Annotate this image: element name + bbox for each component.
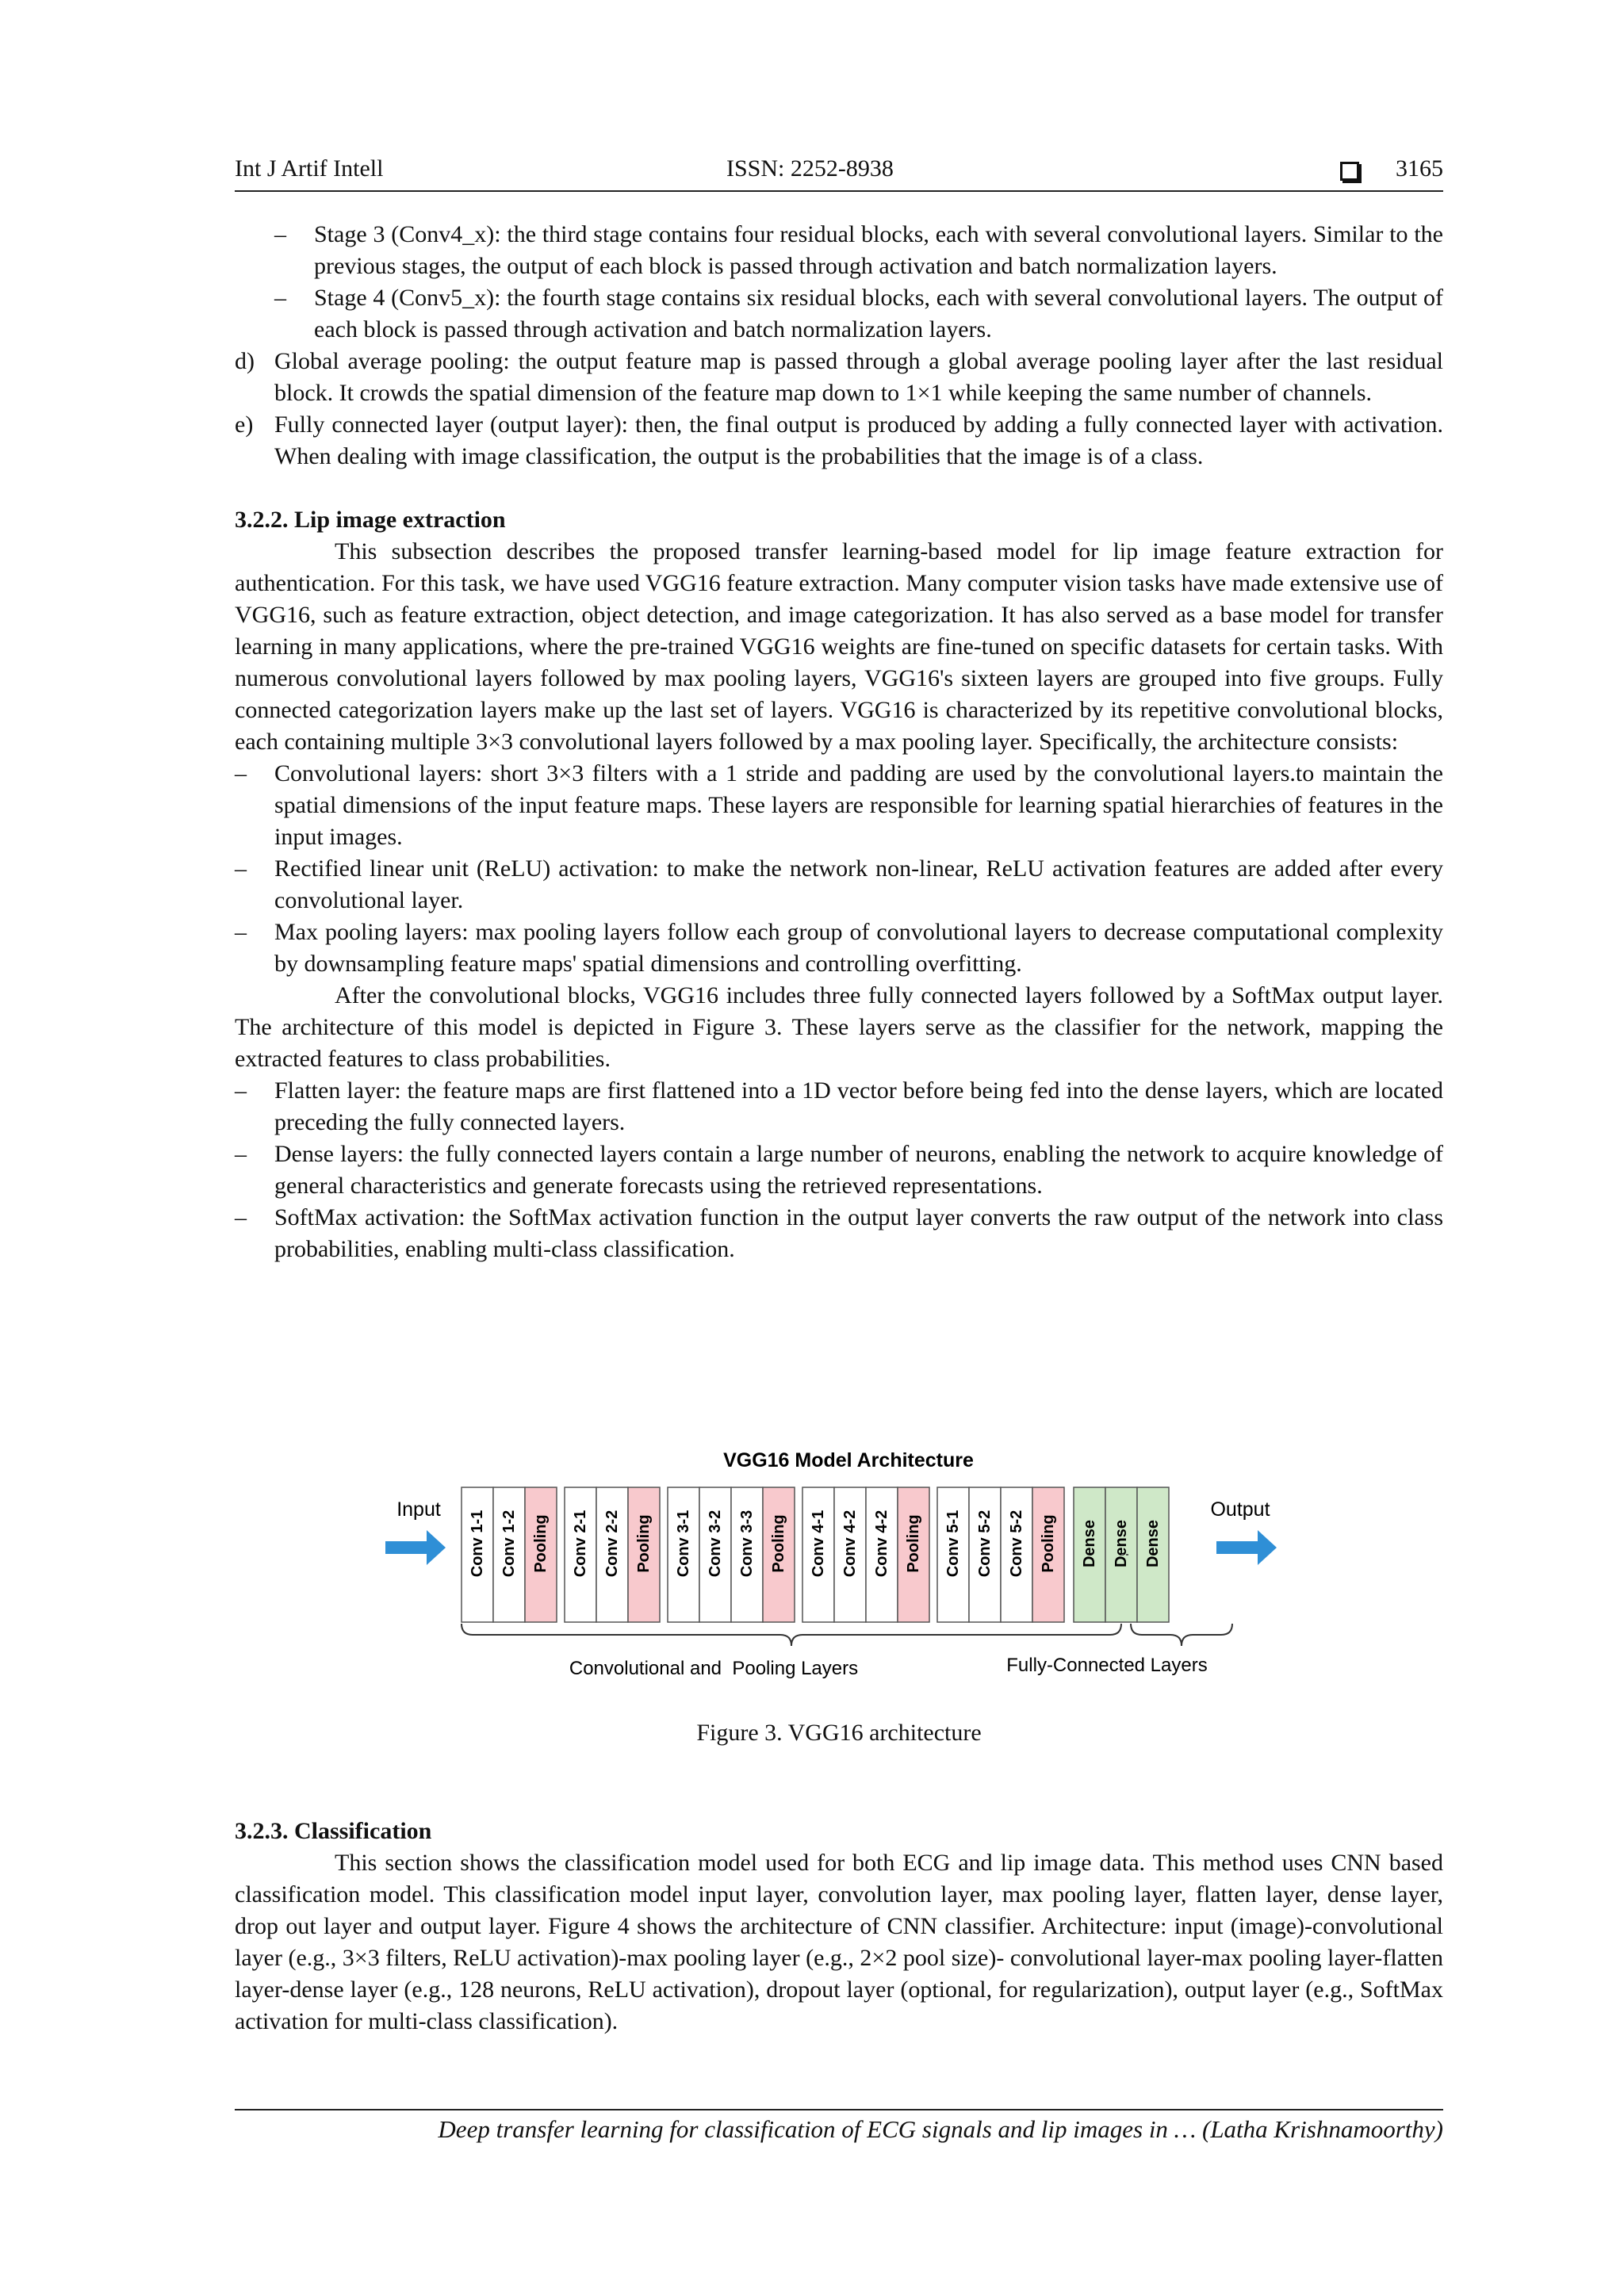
input-arrow-icon <box>385 1530 446 1565</box>
journal-name: Int J Artif Intell <box>235 155 384 182</box>
layer-label: Conv 1-1 <box>469 1510 486 1578</box>
layer-label: Conv 4-2 <box>841 1510 859 1578</box>
text-block-bottom <box>235 1816 1443 2038</box>
page-header <box>235 155 1443 192</box>
layer-label: Conv 3-2 <box>707 1510 724 1578</box>
paragraph: After the convolutional blocks, VGG16 includes three fully connected layers followed by a SoftMax output layer. The architecture of this model is depicted in Figure 3. These layers serve as the classifier for the network, mapping the extracted features to class probabilities. <box>235 982 1443 1072</box>
list-item: – Dense layers: the fully connected layers contain a large number of neurons, enabling the network to acquire knowledge of general characteristics and generate forecasts using the retrieved representations. <box>235 1141 1443 1199</box>
page-number: 3165 <box>1396 155 1443 182</box>
stage-item: – Stage 3 (Conv4_x): the third stage contains four residual blocks, each with several convolutional layers. Similar to the previous stages, the output of each block is passed through activation and batch normalization layers. <box>274 221 1443 279</box>
caption-block <box>235 1717 1443 1749</box>
layer-label: Conv 4-1 <box>810 1510 827 1578</box>
layer-label: Pooling <box>635 1514 653 1573</box>
stage-list <box>274 219 1443 346</box>
figure-title: VGG16 Model Architecture <box>723 1449 974 1471</box>
layer-label: Conv 5-1 <box>944 1510 962 1578</box>
list-item: – Rectified linear unit (ReLU) activation: to make the network non-linear, ReLU activation features are added after every convolutional layer. <box>235 855 1443 913</box>
layer-label: Conv 5-2 <box>976 1510 994 1578</box>
layer-blocks <box>462 1487 1169 1622</box>
layer-label: Dense <box>1081 1519 1098 1568</box>
fc-brace <box>1131 1624 1232 1646</box>
vgg16-architecture-figure <box>377 1443 1297 1697</box>
square-icon <box>1340 162 1359 181</box>
layer-label: Pooling <box>1040 1514 1057 1573</box>
layer-label: Conv 5-2 <box>1008 1510 1025 1578</box>
input-label: Input <box>396 1498 441 1521</box>
layer-label: Pooling <box>770 1514 787 1573</box>
issn: ISSN: 2252-8938 <box>726 155 894 182</box>
layer-label: Conv 2-1 <box>572 1510 589 1578</box>
page-footer: Deep transfer learning for classification of ECG signals and lip images in … (Latha Krishnamoorthy) <box>235 2109 1443 2144</box>
layer-label: Pooling <box>905 1514 922 1573</box>
layer-label: Conv 2-2 <box>603 1510 621 1578</box>
list-item: e) Fully connected layer (output layer): then, the final output is produced by adding a fully connected layer with activation. When dealing with image classification, the output is the probabilities that the image is of a class. <box>235 411 1443 469</box>
layer-label: Dense <box>1144 1519 1162 1568</box>
text-block-top <box>235 219 1443 1265</box>
conv-brace-label: Convolutional and Pooling Layers <box>569 1658 859 1679</box>
section-heading-323: 3.2.3. Classification <box>235 1818 432 1844</box>
list-item: – SoftMax activation: the SoftMax activation function in the output layer converts the raw output of the network into class probabilities, enabling multi-class classification. <box>235 1204 1443 1262</box>
list-item: – Convolutional layers: short 3×3 filters with a 1 stride and padding are used by the convolutional layers.to maintain the spatial dimensions of the input feature maps. These layers are responsible for learning spatial hierarchies of features in the input images. <box>235 760 1443 850</box>
fc-brace-label: Fully-Connected Layers <box>1006 1655 1208 1676</box>
layer-label: Conv 4-2 <box>873 1510 891 1578</box>
list-item: – Flatten layer: the feature maps are first flattened into a 1D vector before being fed into the dense layers, which are located preceding the fully connected layers. <box>235 1077 1443 1135</box>
list-item: d) Global average pooling: the output feature map is passed through a global average pooling layer after the last residual block. It crowds the spatial dimension of the feature map down to 1×1 while keeping the same number of channels. <box>235 348 1443 406</box>
output-label: Output <box>1210 1498 1270 1521</box>
figure-caption: Figure 3. VGG16 architecture <box>696 1720 982 1746</box>
layer-label: Pooling <box>532 1514 550 1573</box>
paragraph: This section shows the classification model used for both ECG and lip image data. This method uses CNN based classification model. This classification model input layer, convolution layer, max pooling layer, flatten layer, dense layer, drop out layer and output layer. Figure 4 shows the architecture of CNN classifier. Architecture: input (image)-convolutional layer (e.g., 3×3 filters, ReLU activation)-max pooling layer (e.g., 2×2 pool size)- convolutional layer-max pooling layer-flatten layer-dense layer (e.g., 128 neurons, ReLU activation), dropout layer (optional, for regularization), output layer (e.g., SoftMax activation for multi-class classification). <box>235 1850 1443 2034</box>
layer-label: Conv 3-3 <box>738 1510 756 1578</box>
paragraph: This subsection describes the proposed transfer learning-based model for lip image feature extraction for authentication. For this task, we have used VGG16 feature extraction. Many computer vision tasks have made extensive use of VGG16, such as feature extraction, object detection, and image categorization. It has also served as a base model for transfer learning in many applications, where the pre-trained VGG16 weights are fine-tuned on specific datasets for certain tasks. With numerous convolutional layers followed by max pooling layers, VGG16's sixteen layers are grouped into five groups. Fully connected categorization layers make up the last set of layers. VGG16 is characterized by its repetitive convolutional blocks, each containing multiple 3×3 convolutional layers followed by a max pooling layer. Specifically, the architecture consists: <box>235 538 1443 755</box>
conv-brace <box>462 1624 1121 1646</box>
layer-label: Conv 3-1 <box>675 1510 692 1578</box>
list-item: – Max pooling layers: max pooling layers follow each group of convolutional layers to decrease computational complexity by downsampling feature maps' spatial dimensions and controlling overfitting. <box>235 919 1443 977</box>
layer-label: Conv 1-2 <box>500 1510 518 1578</box>
section-heading-322: 3.2.2. Lip image extraction <box>235 507 506 533</box>
stage-item: – Stage 4 (Conv5_x): the fourth stage contains six residual blocks, each with several convolutional layers. The output of each block is passed through activation and batch normalization layers. <box>274 285 1443 342</box>
output-arrow-icon <box>1216 1530 1277 1565</box>
layer-label: Dense <box>1113 1519 1130 1568</box>
